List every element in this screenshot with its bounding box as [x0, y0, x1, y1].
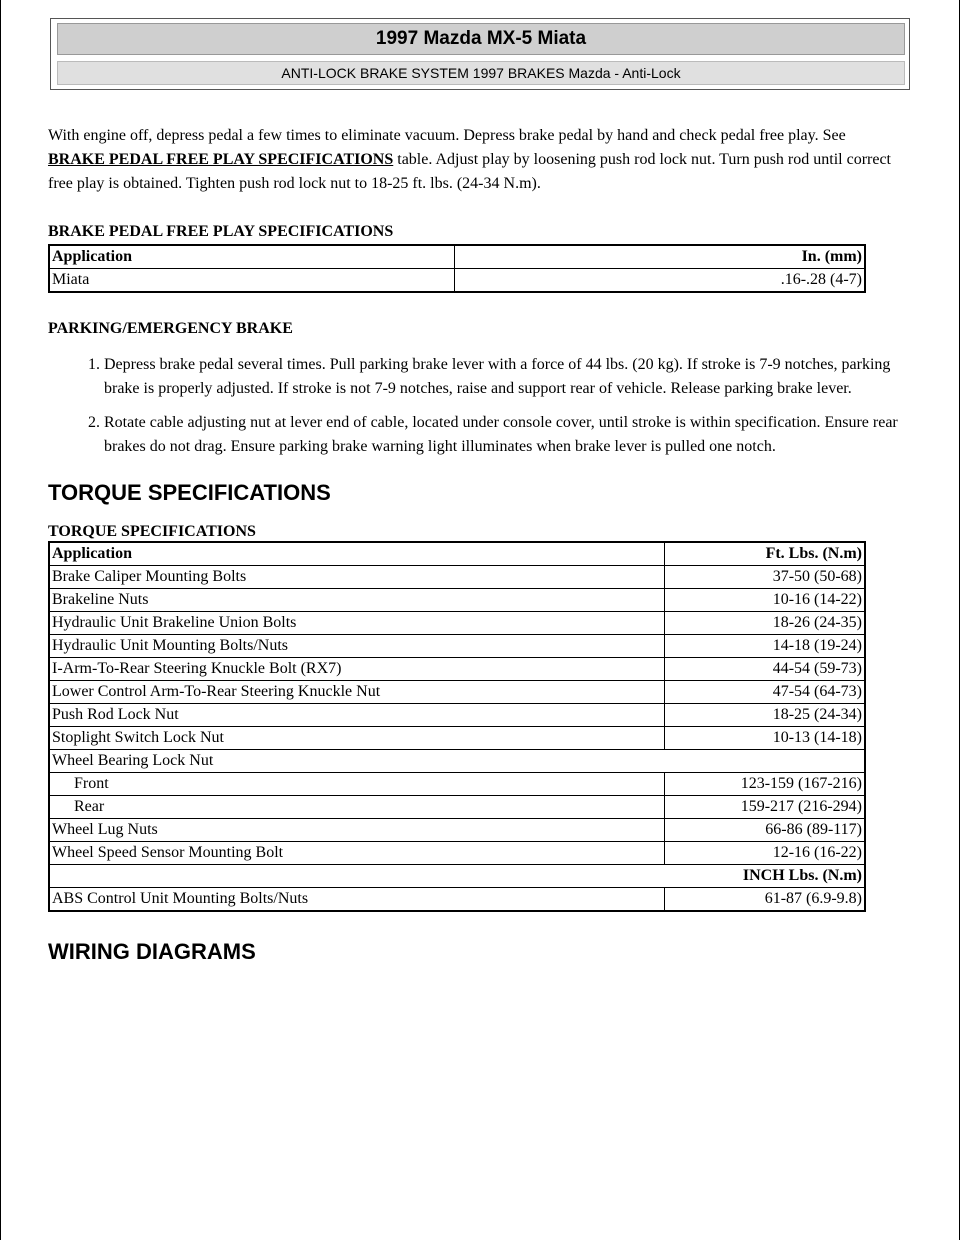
intro-text-after: table. Adjust play by loosening push rod lock nut. Turn push rod until correct free play is obtained. Tighten push rod lock nut to 18-25 ft. lbs. (24-34 N.m).	[48, 151, 891, 192]
table-cell: 159-217 (216-294)	[665, 796, 866, 819]
table-row	[49, 612, 865, 635]
table-row	[49, 750, 865, 773]
table-cell: Hydraulic Unit Mounting Bolts/Nuts	[49, 635, 665, 658]
table-row	[49, 773, 865, 796]
table-cell: Stoplight Switch Lock Nut	[49, 727, 665, 750]
table-cell: 10-13 (14-18)	[665, 727, 866, 750]
table-cell: 14-18 (19-24)	[665, 635, 866, 658]
table-cell: Hydraulic Unit Brakeline Union Bolts	[49, 612, 665, 635]
torque-section-heading: TORQUE SPECIFICATIONS	[48, 480, 331, 505]
table-cell: Rear	[49, 796, 665, 819]
table-cell: I-Arm-To-Rear Steering Knuckle Bolt (RX7)	[49, 658, 665, 681]
table-row	[49, 796, 865, 819]
table-cell: Front	[49, 773, 665, 796]
document-subtitle: ANTI-LOCK BRAKE SYSTEM 1997 BRAKES Mazda - Anti-Lock	[57, 61, 905, 85]
column-header-application: Application	[49, 542, 665, 566]
column-header-ftlbs: Ft. Lbs. (N.m)	[665, 542, 866, 566]
unit-subheader-cell: INCH Lbs. (N.m)	[49, 865, 865, 888]
table-cell: .16-.28 (4-7)	[455, 269, 866, 293]
document-title: 1997 Mazda MX-5 Miata	[57, 23, 905, 55]
list-item: 1. Depress brake pedal several times. Pull parking brake lever with a force of 44 lbs. (20 kg). If stroke is 7-9 notches, parking brake is properly adjusted. If stroke is not 7-9 notches, raise and support rear of vehicle. Release parking brake lever.	[104, 353, 922, 401]
table-row	[49, 681, 865, 704]
table-subheader-row	[49, 865, 865, 888]
column-header-inches: In. (mm)	[455, 245, 866, 269]
table-cell: Wheel Speed Sensor Mounting Bolt	[49, 842, 665, 865]
table-cell: 18-25 (24-34)	[665, 704, 866, 727]
table-cell: 18-26 (24-35)	[665, 612, 866, 635]
table-row	[49, 589, 865, 612]
table-cell: 10-16 (14-22)	[665, 589, 866, 612]
torque-spec-table	[48, 541, 866, 912]
intro-text-before: With engine off, depress pedal a few times to eliminate vacuum. Depress brake pedal by hand and check pedal free play. See	[48, 127, 846, 144]
document-header	[50, 18, 910, 90]
page-content	[48, 124, 916, 966]
table-row	[49, 819, 865, 842]
table-cell: 123-159 (167-216)	[665, 773, 866, 796]
pedal-spec-table	[48, 244, 866, 293]
table-cell: Push Rod Lock Nut	[49, 704, 665, 727]
parking-steps	[48, 353, 922, 459]
table-group-cell: Wheel Bearing Lock Nut	[49, 750, 865, 773]
torque-table-caption: TORQUE SPECIFICATIONS	[48, 523, 256, 540]
table-row	[49, 635, 865, 658]
pedal-table-caption: BRAKE PEDAL FREE PLAY SPECIFICATIONS	[48, 223, 394, 240]
table-header-row	[49, 542, 865, 566]
wiring-heading: WIRING DIAGRAMS	[48, 939, 256, 964]
table-cell: 37-50 (50-68)	[665, 566, 866, 589]
table-cell: 66-86 (89-117)	[665, 819, 866, 842]
table-cell: 47-54 (64-73)	[665, 681, 866, 704]
list-item: 2. Rotate cable adjusting nut at lever end of cable, located under console cover, until stroke is within specification. Ensure rear brakes do not drag. Ensure parking brake warning light illuminates when brake lever is pulled one notch.	[104, 411, 922, 459]
table-cell: Wheel Lug Nuts	[49, 819, 665, 842]
table-row	[49, 566, 865, 589]
table-cell: Brake Caliper Mounting Bolts	[49, 566, 665, 589]
intro-paragraph	[48, 124, 898, 196]
table-row	[49, 842, 865, 865]
table-cell: Brakeline Nuts	[49, 589, 665, 612]
pedal-spec-link[interactable]: BRAKE PEDAL FREE PLAY SPECIFICATIONS	[48, 151, 394, 168]
table-cell: ABS Control Unit Mounting Bolts/Nuts	[49, 888, 665, 912]
table-cell: Lower Control Arm-To-Rear Steering Knuckle Nut	[49, 681, 665, 704]
table-cell: Miata	[49, 269, 455, 293]
column-header-application: Application	[49, 245, 455, 269]
table-row	[49, 704, 865, 727]
parking-heading: PARKING/EMERGENCY BRAKE	[48, 320, 293, 337]
table-cell: 44-54 (59-73)	[665, 658, 866, 681]
table-header-row	[49, 245, 865, 269]
table-row	[49, 269, 865, 293]
table-row	[49, 658, 865, 681]
table-cell: 12-16 (16-22)	[665, 842, 866, 865]
table-cell: 61-87 (6.9-9.8)	[665, 888, 866, 912]
table-row	[49, 888, 865, 912]
table-row	[49, 727, 865, 750]
